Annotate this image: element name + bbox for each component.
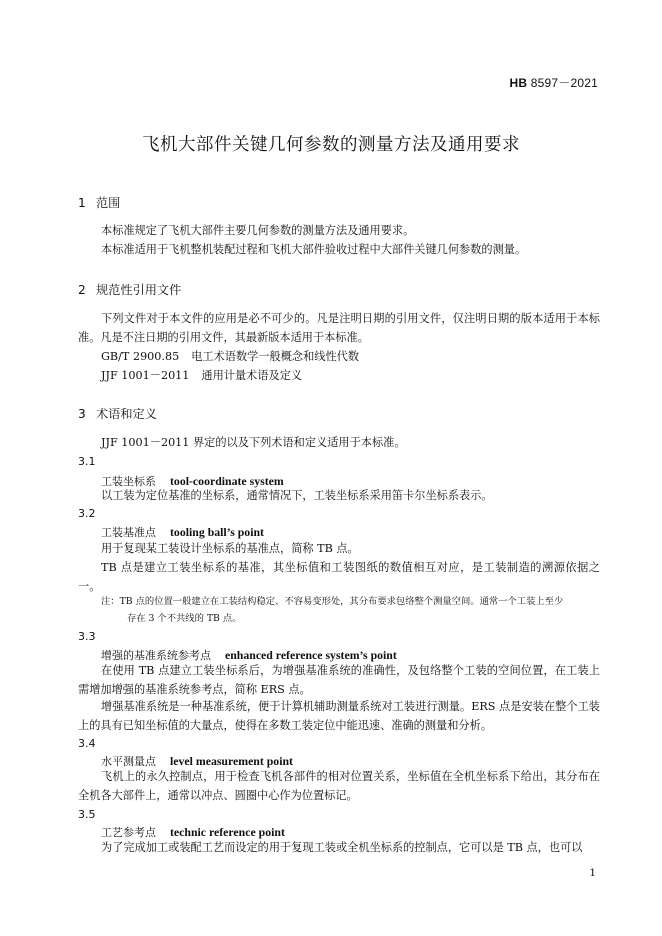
term-heading bbox=[101, 524, 264, 540]
reference-title: 通用计量术语及定义 bbox=[201, 369, 303, 382]
term-chinese: 工艺参考点 bbox=[101, 826, 156, 839]
standard-code: 8597－2021 bbox=[527, 76, 598, 90]
note bbox=[101, 593, 601, 627]
note-label: 注： bbox=[101, 596, 120, 607]
document-title: 飞机大部件关键几何参数的测量方法及通用要求 bbox=[142, 135, 520, 155]
definition: TB 点是建立工装坐标系的基准，其坐标值和工装图纸的数值相互对应，是工装制造的溯源依据之一。 bbox=[78, 561, 600, 593]
paragraph: 下列文件对于本文件的应用是必不可少的。凡是注明日期的引用文件，仅注明日期的版本适用于本标准。凡是不注日期的引用文件，其最新版本适用于本标准。 bbox=[78, 312, 600, 344]
standard-number bbox=[510, 74, 598, 91]
clause-number: 3.2 bbox=[78, 507, 96, 520]
section-number: 3 bbox=[78, 407, 86, 421]
section-heading-terms-definitions bbox=[78, 405, 157, 422]
definition: 为了完成加工或装配工艺而设定的用于复现工装或全机坐标系的控制点，它可以是 TB 点，也可以 bbox=[101, 841, 583, 854]
term-english: tool-coordinate system bbox=[170, 474, 284, 488]
term-english: enhanced reference system’s point bbox=[225, 648, 397, 662]
paragraph: 本标准规定了飞机大部件主要几何参数的测量方法及通用要求。 bbox=[101, 224, 415, 237]
page-number: 1 bbox=[589, 867, 596, 879]
definition: 以工装为定位基准的坐标系，通常情况下，工装坐标系采用笛卡尔坐标系表示。 bbox=[101, 489, 493, 502]
section-heading-normative-references bbox=[78, 281, 181, 298]
reference-code: JJF 1001－2011 bbox=[101, 369, 190, 382]
paragraph: 本标准适用于飞机整机装配过程和飞机大部件验收过程中大部件关键几何参数的测量。 bbox=[101, 243, 527, 256]
term-english: tooling ball’s point bbox=[170, 525, 264, 539]
clause-number: 3.1 bbox=[78, 455, 96, 468]
clause-number: 3.5 bbox=[78, 808, 96, 821]
term-heading bbox=[101, 647, 397, 663]
reference-entry bbox=[101, 348, 359, 364]
term-chinese: 工装基准点 bbox=[101, 526, 156, 539]
definition: 在使用 TB 点建立工装坐标系后，为增强基准系统的准确性，及包络整个工装的空间位置，在工装上需增加增强的基准系统参考点，简称 ERS 点。 bbox=[78, 664, 600, 696]
definition: 用于复现某工装设计坐标系的基准点，简称 TB 点。 bbox=[101, 542, 359, 555]
section-number: 2 bbox=[78, 283, 86, 297]
term-chinese: 增强的基准系统参考点 bbox=[101, 649, 211, 662]
definition: 增强基准系统是一种基准系统，便于计算机辅助测量系统对工装进行测量。ERS 点是安装在整个工装上的具有已知坐标值的大量点，使得在多数工装定位中能迅速、准确的测量和分析。 bbox=[78, 700, 600, 732]
section-title: 规范性引用文件 bbox=[96, 283, 182, 297]
term-heading bbox=[101, 753, 293, 769]
term-chinese: 工装坐标系 bbox=[101, 475, 156, 488]
note-text: TB 点的位置一般建立在工装结构稳定、不容易变形处，其分布要求包络整个测量空间。通常一个工装上至少 bbox=[119, 596, 564, 607]
section-heading-scope bbox=[78, 194, 120, 211]
note-text-continued: 存在 3 个不共线的 TB 点。 bbox=[127, 613, 242, 624]
reference-code: GB/T 2900.85 bbox=[101, 350, 180, 363]
section-number: 1 bbox=[78, 196, 86, 210]
term-heading bbox=[101, 824, 285, 840]
definition: 飞机上的永久控制点，用于检查飞机各部件的相对位置关系，坐标值在全机坐标系下给出，其分布在全机各大部件上，通常以冲点、圆圈中心作为位置标记。 bbox=[78, 770, 600, 802]
term-english: technic reference point bbox=[170, 825, 285, 839]
clause-number: 3.4 bbox=[78, 737, 96, 750]
standard-prefix: HB bbox=[509, 76, 528, 90]
clause-number: 3.3 bbox=[78, 630, 96, 643]
paragraph: JJF 1001－2011 界定的以及下列术语和定义适用于本标准。 bbox=[101, 436, 406, 449]
term-chinese: 水平测量点 bbox=[101, 755, 156, 768]
reference-title: 电工术语数学一般概念和线性代数 bbox=[191, 350, 360, 363]
term-english: level measurement point bbox=[170, 754, 293, 768]
section-title: 术语和定义 bbox=[96, 407, 157, 421]
section-title: 范围 bbox=[96, 196, 121, 210]
reference-entry bbox=[101, 367, 302, 383]
